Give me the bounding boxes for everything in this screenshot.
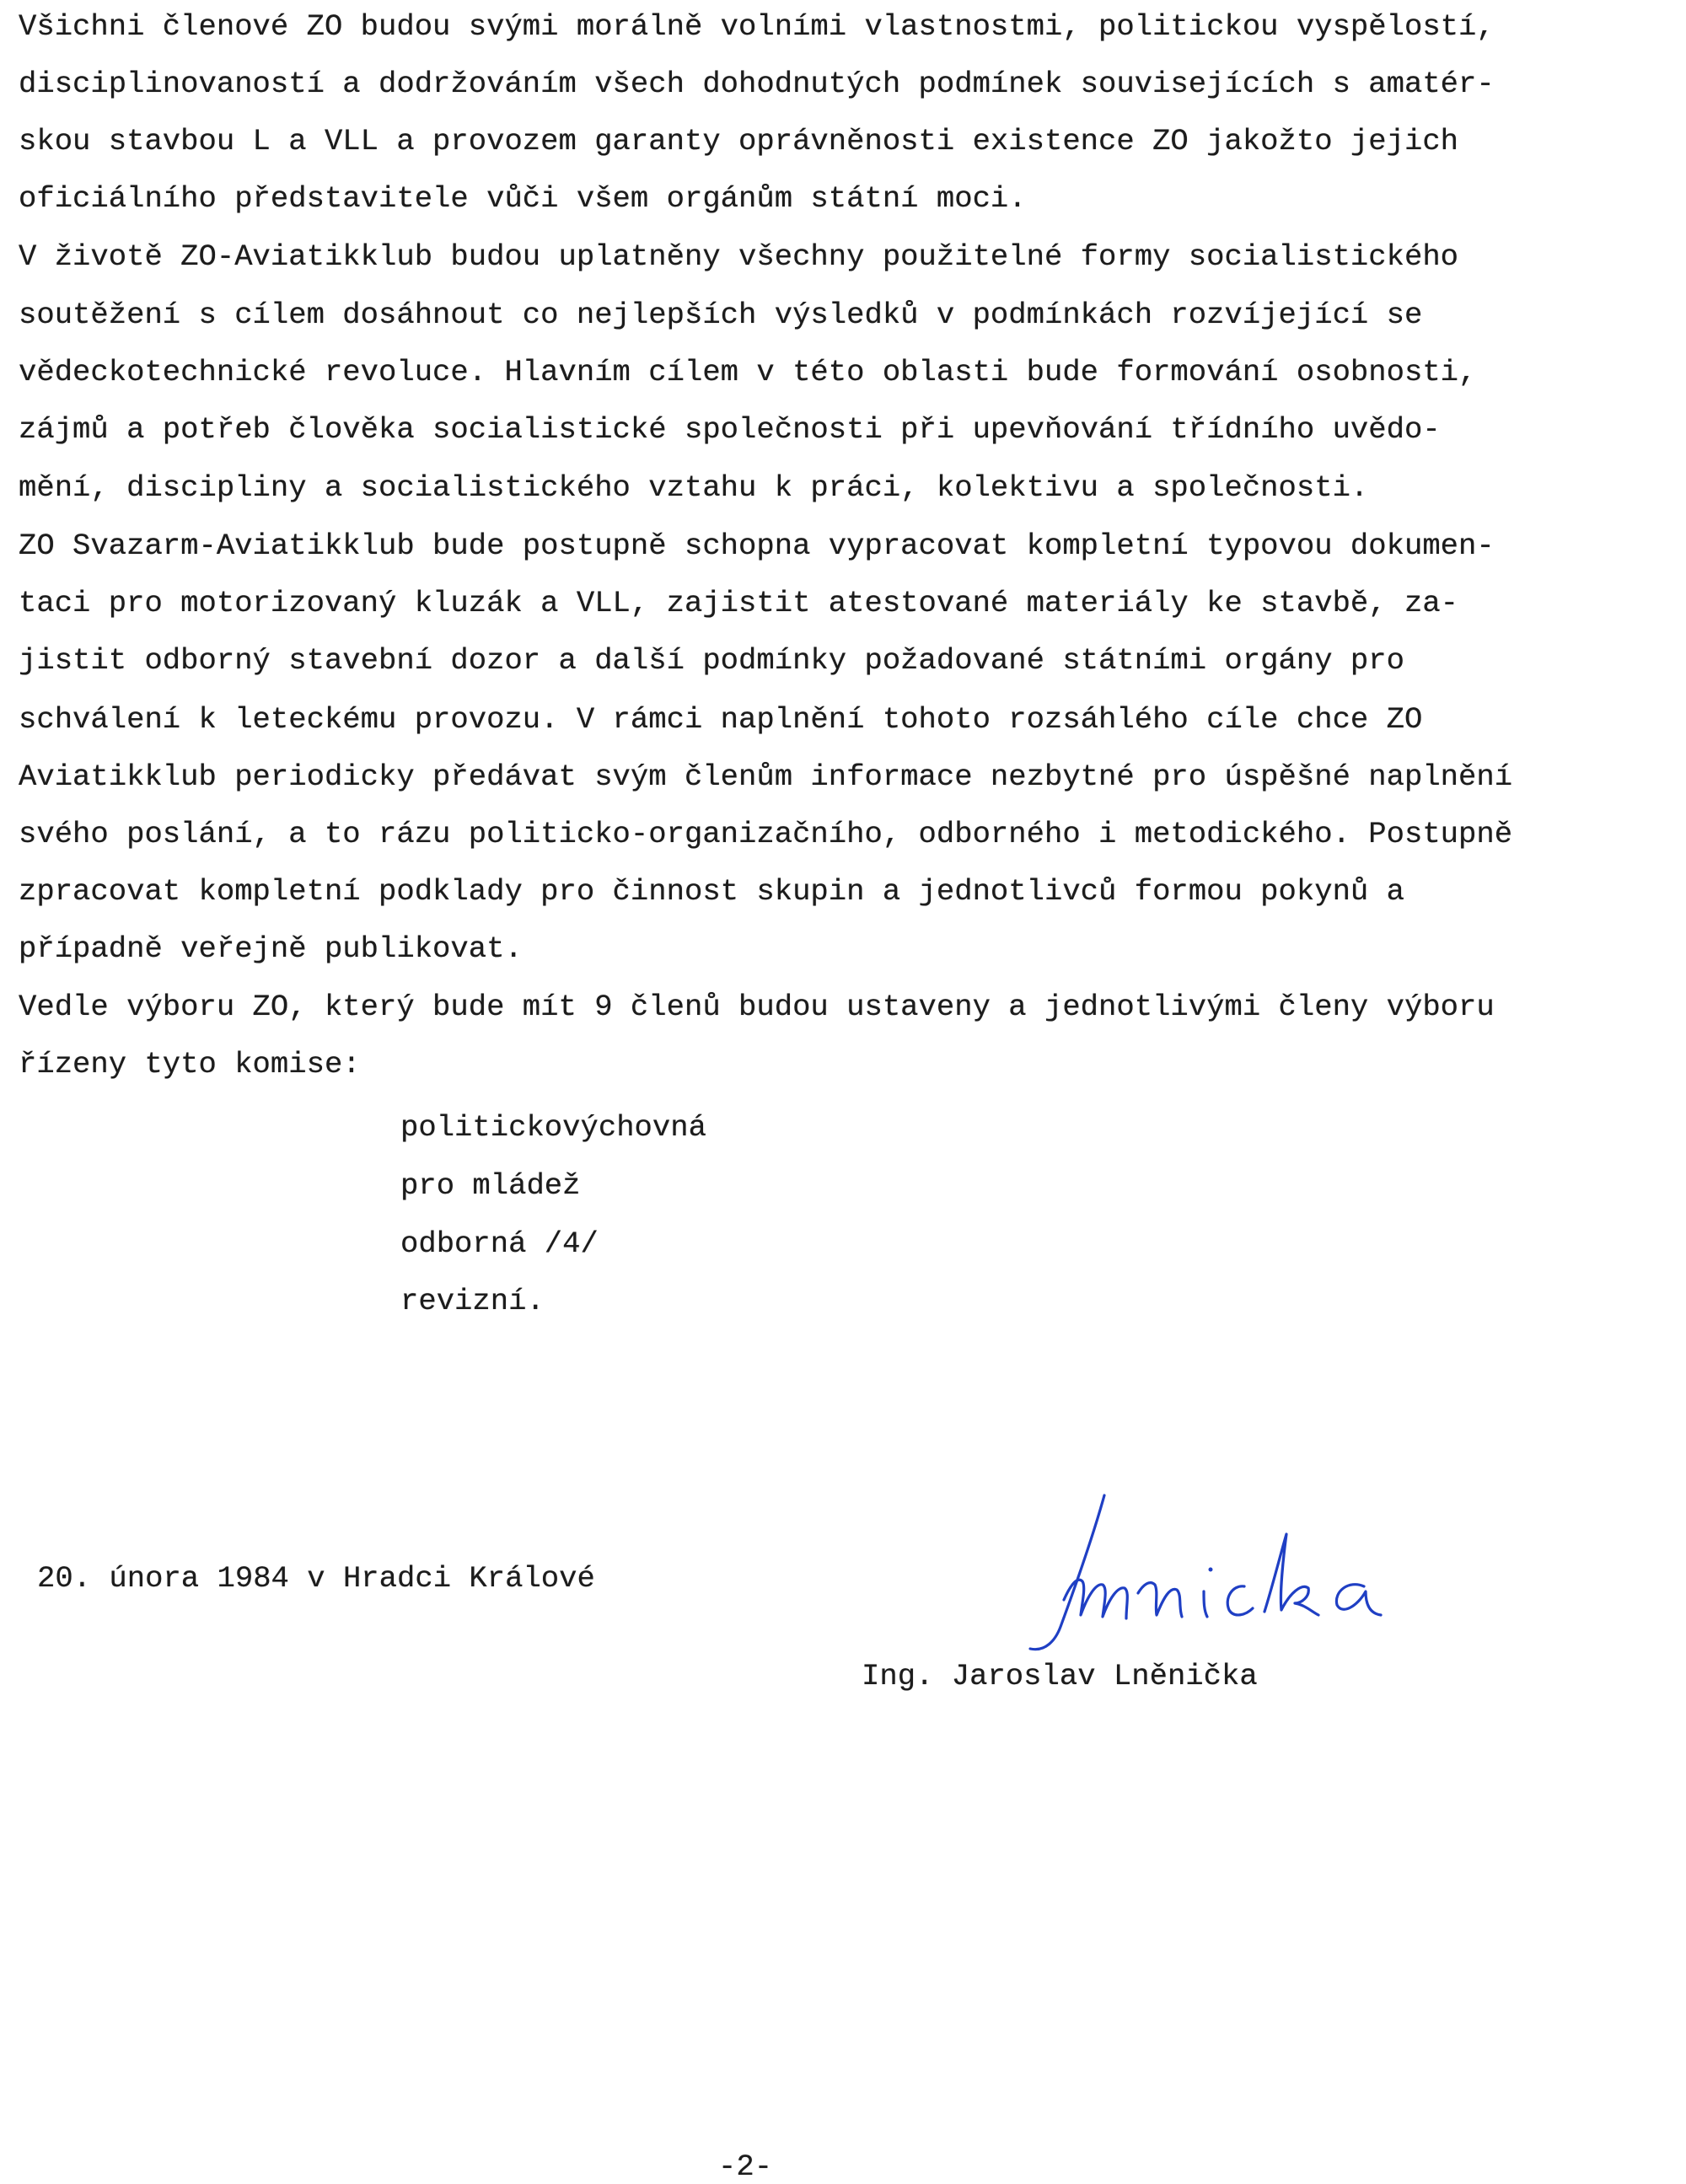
paragraph-line: případně veřejně publikovat. [19,931,523,966]
paragraph-line: soutěžení s cílem dosáhnout co nejlepších výsledků v podmínkách rozvíjející se [19,298,1423,332]
signature [1012,1492,1416,1661]
paragraph-line: mění, discipliny a socialistického vztahu k práci, kolektivu a společnosti. [19,470,1369,505]
paragraph-line: jistit odborný stavební dozor a další podmínky požadované státními orgány pro [19,643,1404,678]
paragraph-line: taci pro motorizovaný kluzák a VLL, zajistit atestované materiály ke stavbě, za- [19,586,1459,620]
page-number: -2- [718,2149,773,2184]
paragraph-line: ZO Svazarm-Aviatikklub bude postupně schopna vypracovat kompletní typovou dokumen- [19,529,1495,563]
paragraph-line: Aviatikklub periodicky předávat svým členům informace nezbytné pro úspěšné naplnění [19,759,1513,794]
paragraph-line: vědeckotechnické revoluce. Hlavním cílem v této oblasti bude formování osobnosti, [19,355,1477,389]
paragraph-line: V životě ZO-Aviatikklub budou uplatněny všechny použitelné formy socialistického [19,239,1459,274]
commission-item: politickovýchovná [400,1110,706,1145]
paragraph-line: zpracovat kompletní podklady pro činnost skupin a jednotlivců formou pokynů a [19,874,1404,909]
paragraph-line: Všichni členové ZO budou svými morálně volními vlastnostmi, politickou vyspělostí, [19,9,1495,44]
signatory-name: Ing. Jaroslav Lněnička [862,1659,1258,1693]
paragraph-line: disciplinovaností a dodržováním všech dohodnutých podmínek souvisejících s amatér- [19,67,1495,101]
paragraph-line: zájmů a potřeb člověka socialistické společnosti při upevňování třídního uvědo- [19,412,1441,447]
commission-item: revizní. [400,1284,545,1318]
paragraph-line: Vedle výboru ZO, který bude mít 9 členů budou ustaveny a jednotlivými členy výboru [19,990,1495,1024]
paragraph-line: svého poslání, a to rázu politicko-organizačního, odborného i metodického. Postupně [19,817,1513,851]
paragraph-line: oficiálního představitele vůči všem orgánům státní moci. [19,181,1027,216]
date-place: 20. února 1984 v Hradci Králové [37,1561,595,1596]
paragraph-line: skou stavbou L a VLL a provozem garanty oprávněnosti existence ZO jakožto jejich [19,124,1459,158]
commission-item: odborná /4/ [400,1226,599,1261]
commission-item: pro mládež [400,1168,581,1203]
paragraph-line: schválení k leteckému provozu. V rámci naplnění tohoto rozsáhlého cíle chce ZO [19,702,1423,737]
paragraph-line: řízeny tyto komise: [19,1047,361,1081]
